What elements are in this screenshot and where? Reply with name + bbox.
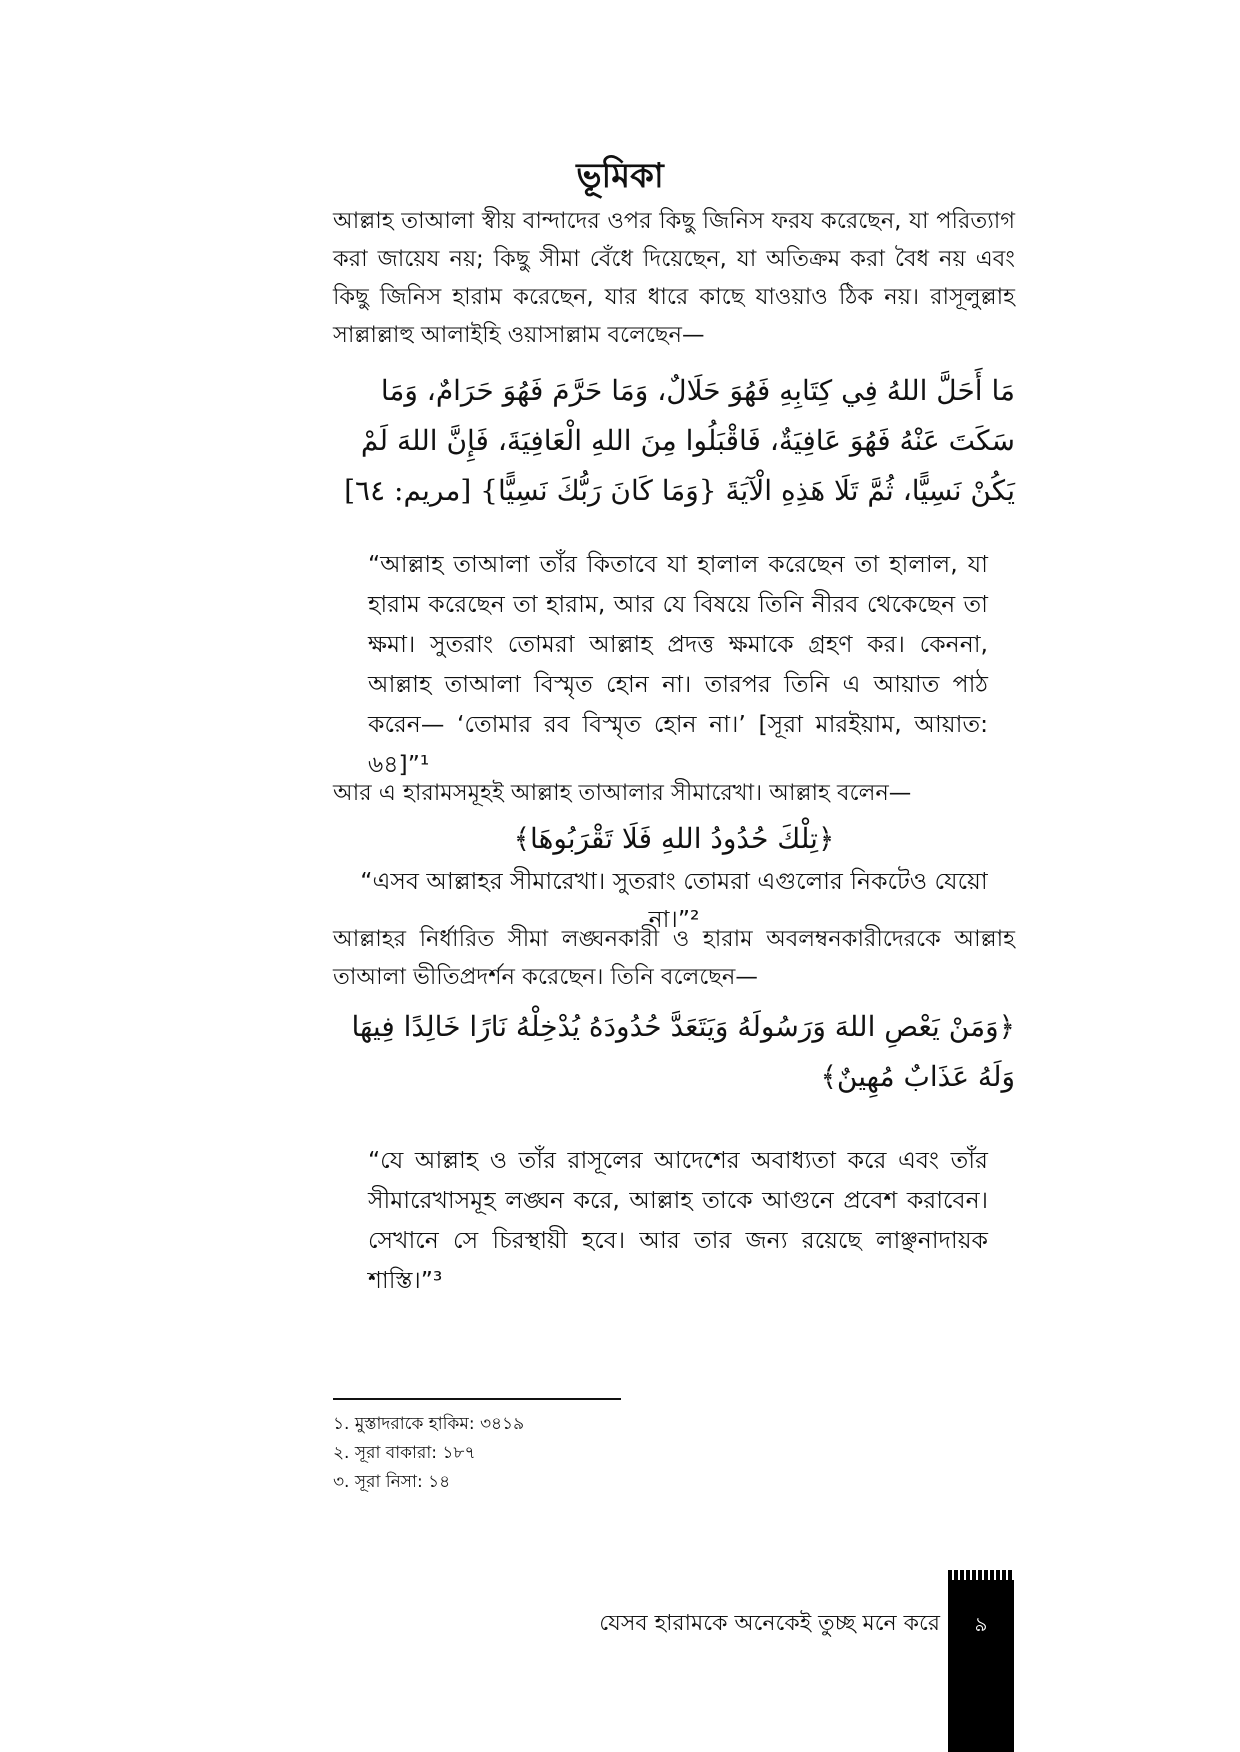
intro-paragraph: আল্লাহ তাআলা স্বীয় বান্দাদের ওপর কিছু জিনিস ফরয করেছেন, যা পরিত্যাগ করা জায়েয নয়; কিছু সীমা বেঁধে দিয়েছেন, যা অতিক্রম করা বৈধ নয় এবং কিছু জিনিস হারাম করেছেন, যার ধারে কাছে যাওয়াও ঠিক নয়। রাসূলুল্লাহ সাল্লাল্লাহু আলাইহি ওয়াসাল্লাম বলেছেন— [333,208,1015,348]
hadith-translation: “আল্লাহ তাআলা তাঁর কিতাবে যা হালাল করেছেন তা হালাল, যা হারাম করেছেন তা হারাম, আর যে বিষয়ে তিনি নীরব থেকেছেন তা ক্ষমা। সুতরাং তোমরা আল্লাহ প্রদত্ত ক্ষমাকে গ্রহণ কর। কেননা, আল্লাহ তাআলা বিস্মৃত হোন না। তারপর তিনি এ আয়াত পাঠ করেন— ‘তোমার রব বিস্মৃত হোন না।’ [সূরা মারইয়াম, আয়াত: ৬৪]”¹ [368,550,988,778]
boundaries-paragraph: আর এ হারামসমূহই আল্লাহ তাআলার সীমারেখা। আল্লাহ বলেন— [333,780,912,806]
arabic-hadith: مَا أَحَلَّ اللهُ فِي كِتَابِهِ فَهُوَ حَلَالٌ، وَمَا حَرَّمَ فَهُوَ حَرَامٌ، وَمَا سَكَتَ عَنْهُ فَهُوَ عَافِيَةٌ، فَاقْبَلُوا مِنَ اللهِ الْعَافِيَةَ، فَإِنَّ اللهَ لَمْ يَكُنْ نَسِيًّا، ثُمَّ تَلَا هَذِهِ الْآيَةَ {وَمَا كَانَ رَبُّكَ نَسِيًّا} [مريم: ٦٤] [344,374,1015,507]
page-number-tab [948,1570,1014,1752]
footnote: ১. মুস্তাদরাকে হাকিম: ৩৪১৯ [333,1414,525,1434]
page-number: ৯ [974,1612,988,1636]
arabic-verse-disobedience: ﴿وَمَنْ يَعْصِ اللهَ وَرَسُولَهُ وَيَتَعَدَّ حُدُودَهُ يُدْخِلْهُ نَارًا خَالِدًا فِيهَا وَلَهُ عَذَابٌ مُهِينٌ﴾ [351,1010,1015,1093]
verse-translation-boundaries: “এসব আল্লাহর সীমারেখা। সুতরাং তোমরা এগুলোর নিকটেও যেয়ো না।”² [360,867,988,933]
footnotes [333,1410,733,1497]
warning-paragraph: আল্লাহর নির্ধারিত সীমা লঙ্ঘনকারী ও হারাম অবলম্বনকারীদেরকে আল্লাহ তাআলা ভীতিপ্রদর্শন করেছেন। তিনি বলেছেন— [333,926,1015,990]
running-title: যেসব হারামকে অনেকেই তুচ্ছ মনে করে [599,1611,940,1636]
footnote: ৩. সূরা নিসা: ১৪ [333,1472,451,1492]
tab-ridge [948,1570,1014,1580]
verse-translation-disobedience: “যে আল্লাহ ও তাঁর রাসূলের আদেশের অবাধ্যতা করে এবং তাঁর সীমারেখাসমূহ লঙ্ঘন করে, আল্লাহ তাকে আগুনে প্রবেশ করাবেন। সেখানে সে চিরস্থায়ী হবে। আর তার জন্য রয়েছে লাঞ্ছনাদায়ক শাস্তি।”³ [368,1146,988,1294]
footnote: ২. সূরা বাকারা: ১৮৭ [333,1443,476,1463]
footnote-rule [333,1398,621,1400]
arabic-verse-boundaries: ﴿تِلْكَ حُدُودُ اللهِ فَلَا تَقْرَبُوهَا﴾ [513,822,835,855]
page-title: ভূমিকা [576,156,664,196]
